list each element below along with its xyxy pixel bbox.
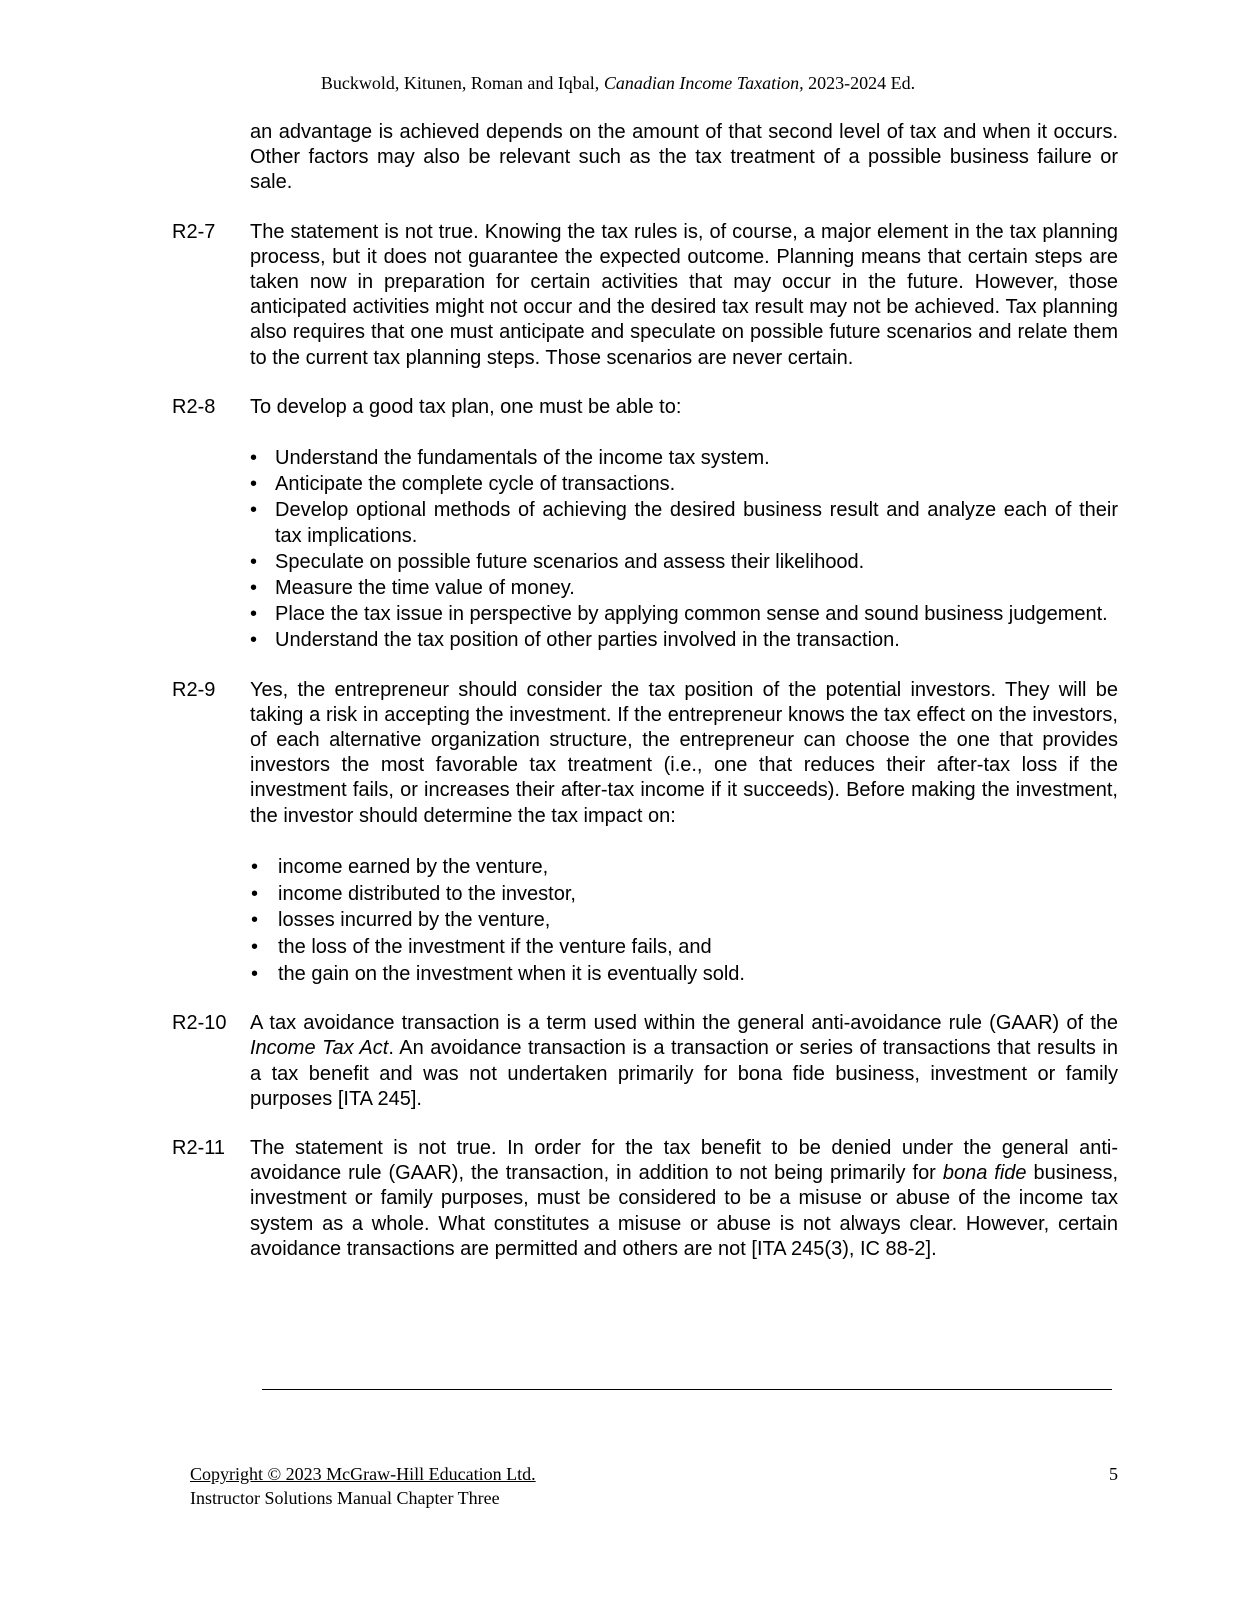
list-item: [250, 576, 1118, 601]
answer-r2-8: [172, 395, 1118, 654]
list-item-text: the gain on the investment when it is eventually sold.: [278, 963, 745, 986]
list-item-text: income distributed to the investor,: [278, 882, 576, 905]
list-item: [250, 935, 1118, 960]
bullet-list: [250, 855, 1118, 987]
answer-text: The statement is not true. Knowing the tax rules is, of course, a major element in the tax planning process, but it does not guarantee the expected outcome. Planning means that certain steps are taken now in preparation for certain activities that may occur in the future. However, those anticipated activities might not occur and the desired tax result may not be achieved. Tax planning also requires that one must anticipate and speculate on possible future scenarios and relate them to the current tax planning steps. Those scenarios are never certain.: [250, 220, 1118, 369]
list-item: [250, 602, 1118, 627]
answer-label: R2-7: [172, 220, 216, 243]
continuation-text: an advantage is achieved depends on the amount of that second level of tax and when it occurs. Other factors may also be relevant such as the tax treatment of a possible business failure or sale.: [250, 121, 1118, 194]
page-footer: [190, 1462, 1118, 1510]
answer-label: R2-10: [172, 1012, 227, 1035]
list-item-text: Speculate on possible future scenarios and assess their likelihood.: [275, 550, 865, 573]
header-edition: 2023-2024 Ed.: [808, 73, 916, 93]
bullet-icon: •: [250, 629, 258, 652]
list-item: [250, 908, 1118, 933]
bullet-icon: •: [250, 550, 258, 573]
answer-label: R2-11: [172, 1137, 225, 1160]
bullet-icon: •: [251, 882, 259, 905]
answer-label: R2-8: [172, 395, 216, 418]
bullet-icon: •: [250, 499, 258, 522]
list-item-text: Understand the tax position of other parties involved in the transaction.: [275, 629, 900, 652]
answer-r2-9: [172, 678, 1118, 988]
list-item-text: Place the tax issue in perspective by applying common sense and sound business judgement.: [275, 603, 1108, 626]
list-item-text: Anticipate the complete cycle of transactions.: [275, 473, 676, 496]
answer-text-part: . An avoidance transaction is a transaction or series of transactions that results in a tax benefit and was not undertaken primarily for bona fide business, investment or family purposes [ITA 245].: [250, 1037, 1119, 1110]
list-item: [250, 855, 1118, 880]
list-item: [250, 550, 1118, 575]
bullet-icon: •: [250, 473, 258, 496]
bullet-icon: •: [251, 909, 259, 932]
copyright-notice: Copyright © 2023 McGraw-Hill Education Ltd.: [190, 1464, 536, 1484]
page-number: 5: [1109, 1464, 1118, 1484]
manual-title: Instructor Solutions Manual Chapter Three: [190, 1488, 500, 1508]
header-book-title: Canadian Income Taxation,: [603, 73, 804, 93]
answer-text: [250, 1011, 1118, 1112]
answer-r2-11: [172, 1136, 1118, 1262]
bullet-icon: •: [251, 963, 259, 986]
answer-text-part: A tax avoidance transaction is a term used within the general anti-avoidance rule (GAAR) of the: [250, 1012, 1118, 1035]
bullet-icon: •: [250, 603, 258, 626]
list-item: [250, 472, 1118, 497]
answer-text-part: The statement is not true. In order for the tax benefit to be denied under the general anti-avoidance rule (GAAR), the transaction, in addition to not being primarily for: [250, 1137, 1118, 1185]
answer-text: Yes, the entrepreneur should consider the tax position of the potential investors. They will be taking a risk in accepting the investment. If the entrepreneur knows the tax effect on the investors, of each alternative organization structure, the entrepreneur can choose the one that provides investors the most favorable tax treatment (i.e., one that reduces their after-tax loss if the investment fails, or increases their after-tax income if it succeeds). Before making the investment, the investor should determine the tax impact on:: [250, 678, 1118, 827]
emphasis-text: bona fide: [942, 1162, 1027, 1185]
act-title: Income Tax Act: [250, 1037, 389, 1060]
answer-label: R2-9: [172, 678, 216, 701]
list-item: [250, 446, 1118, 471]
list-item: [250, 628, 1118, 653]
bullet-icon: •: [251, 936, 259, 959]
list-item: [250, 962, 1118, 987]
header-authors: Buckwold, Kitunen, Roman and Iqbal,: [320, 73, 600, 93]
bullet-icon: •: [250, 447, 258, 470]
bullet-list: [250, 446, 1118, 654]
list-item-text: Develop optional methods of achieving the desired business result and analyze each of their tax implications.: [275, 499, 1118, 547]
bullet-icon: •: [250, 577, 258, 600]
bullet-icon: •: [251, 855, 259, 878]
list-item-text: income earned by the venture,: [278, 855, 549, 878]
answer-text-part: business, investment or family purposes, must be considered to be a misuse or abuse of the income tax system as a whole. What constitutes a misuse or abuse is not always clear. However, certain avoidance transactions are permitted and others are not [ITA 245(3), IC 88-2].: [250, 1162, 1119, 1260]
list-item: [250, 882, 1118, 907]
list-item: [250, 498, 1118, 548]
separator-line: [262, 1389, 1112, 1390]
list-item-text: Measure the time value of money.: [275, 577, 575, 600]
answer-intro: To develop a good tax plan, one must be able to:: [250, 395, 682, 418]
list-item-text: losses incurred by the venture,: [278, 909, 551, 932]
running-header: [0, 72, 1236, 94]
answer-r2-7: [172, 220, 1118, 371]
list-item-text: the loss of the investment if the venture fails, and: [278, 936, 712, 959]
page-body: [172, 120, 1118, 1286]
answer-text: [250, 1136, 1118, 1262]
answer-r2-10: [172, 1011, 1118, 1112]
list-item-text: Understand the fundamentals of the income tax system.: [275, 447, 770, 470]
continuation-paragraph: [172, 120, 1118, 196]
